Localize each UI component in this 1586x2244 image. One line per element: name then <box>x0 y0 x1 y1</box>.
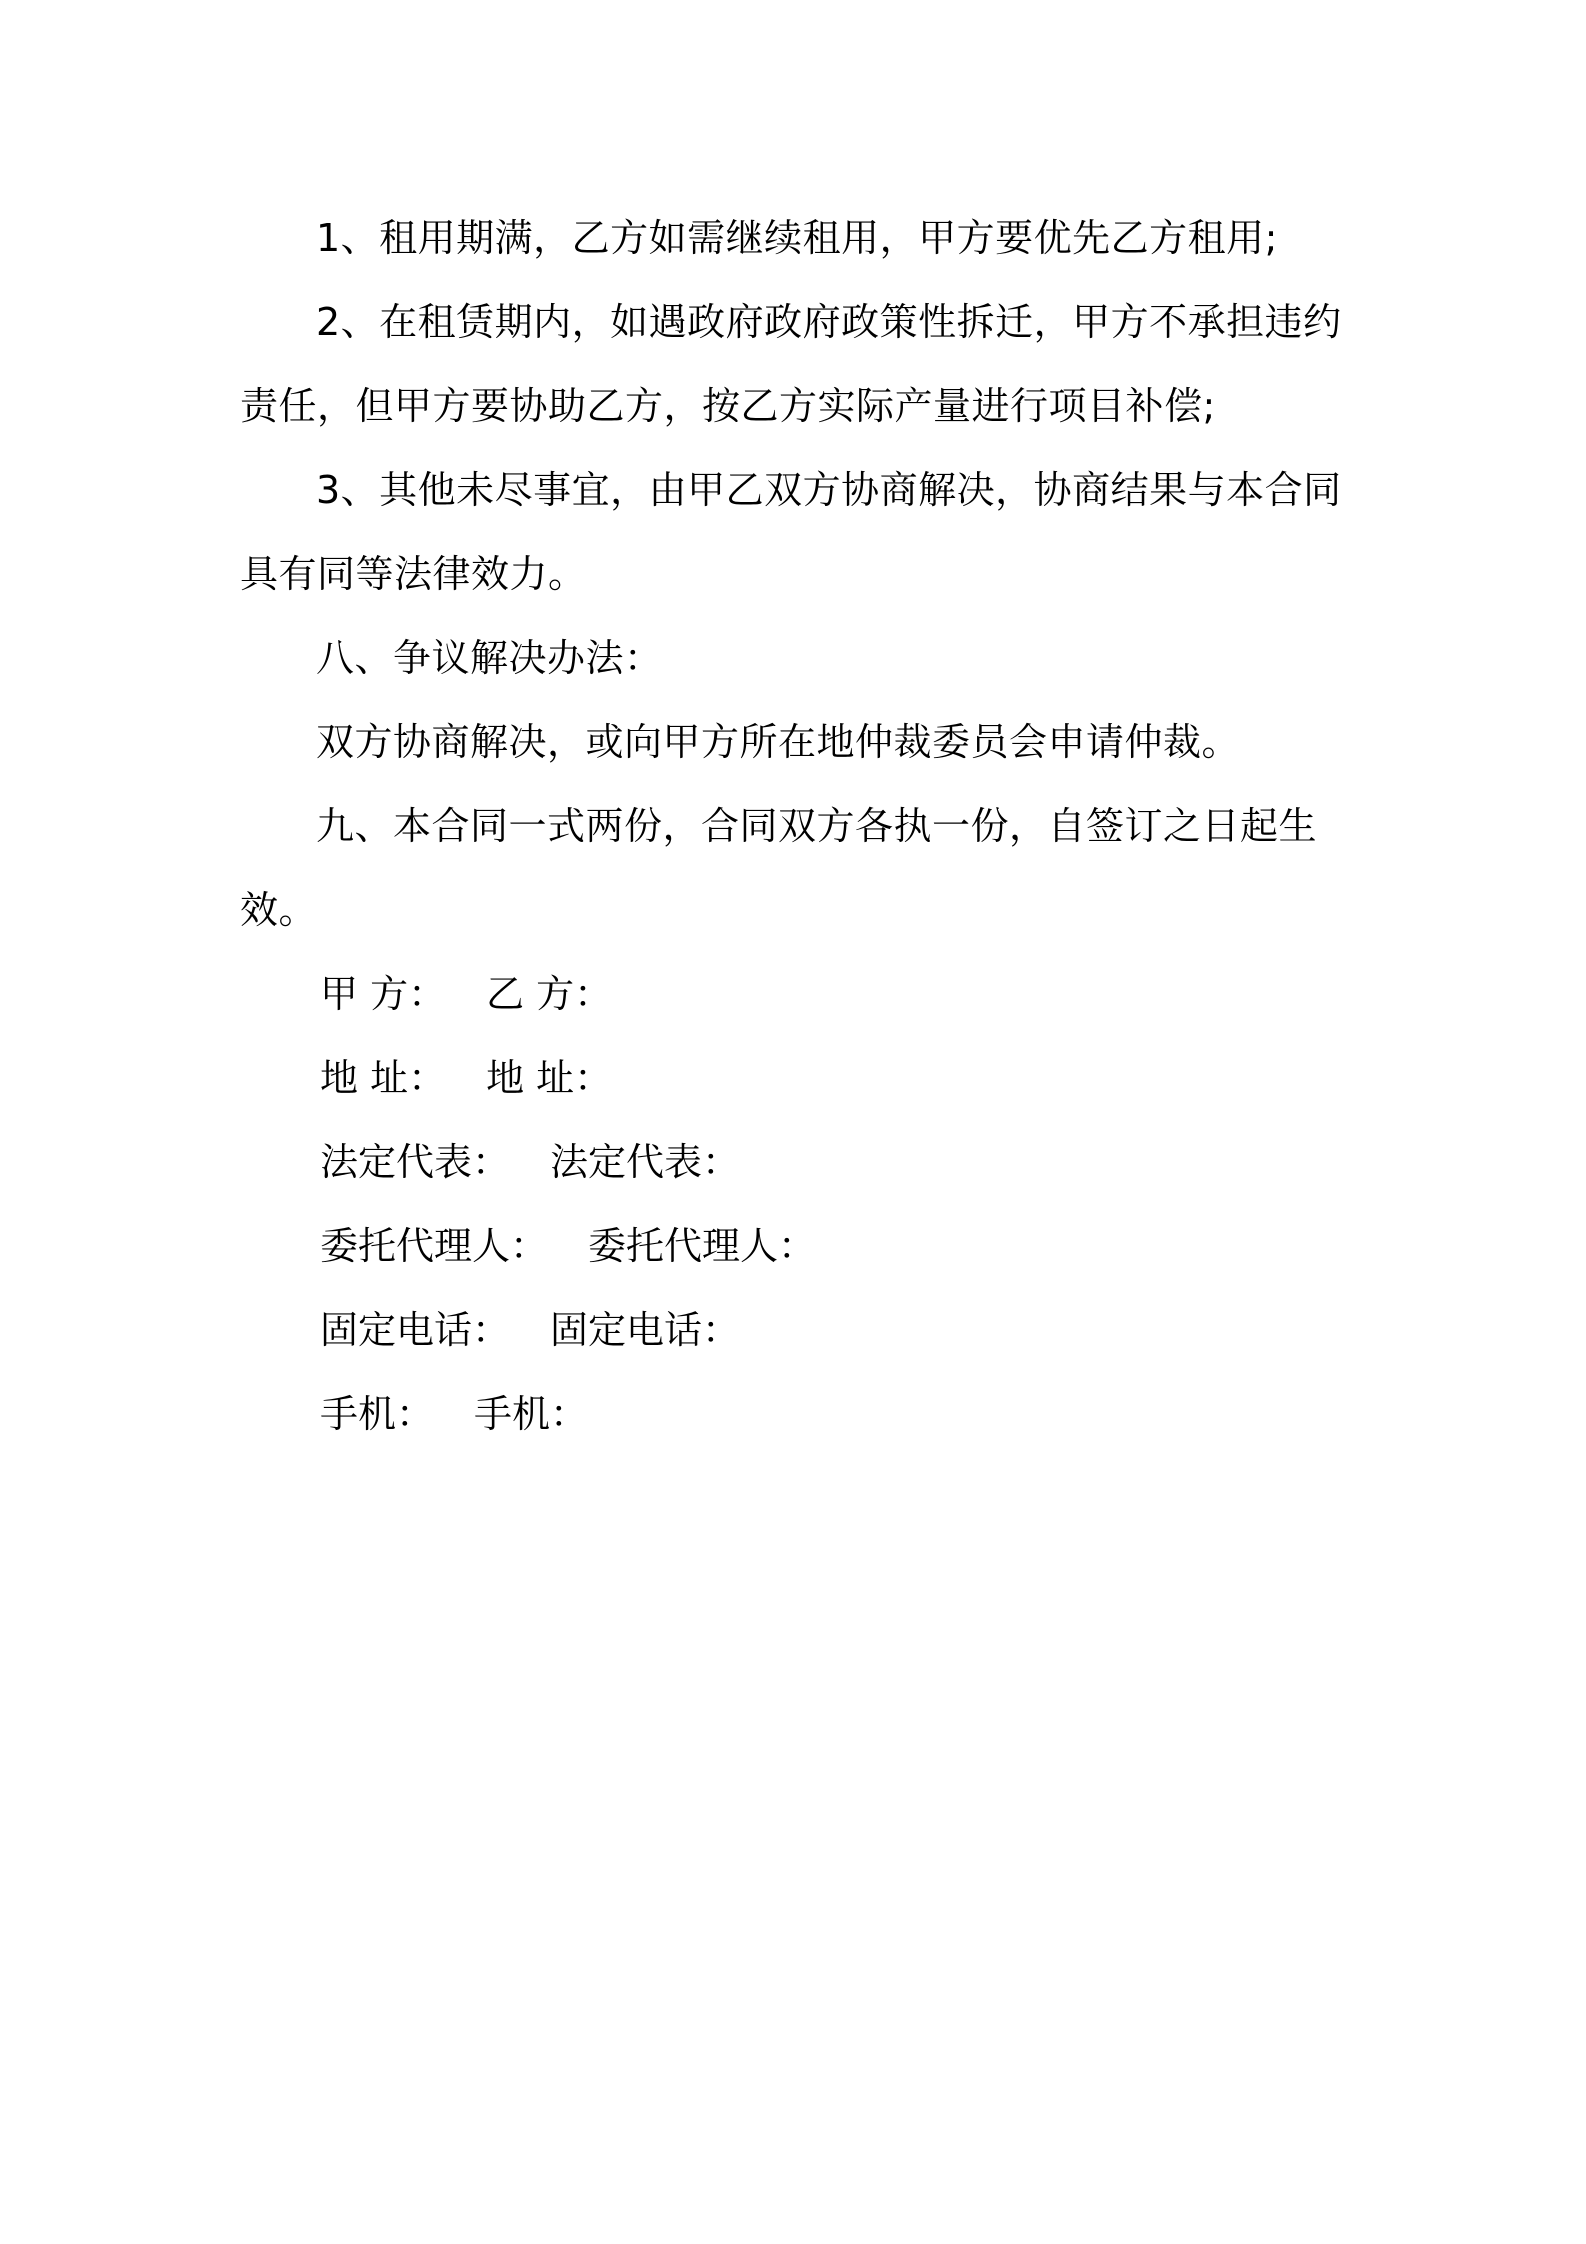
section-heading-dispute: 八、争议解决办法： <box>316 636 663 680</box>
party-a-agent-label: 委托代理人： <box>320 1224 549 1268</box>
clause-3: 3、其他未尽事宜，由甲乙双方协商解决，协商结果与本合同具有同等法律效力。 <box>240 468 1342 596</box>
party-b-agent-label: 委托代理人： <box>588 1224 817 1268</box>
clause-2: 2、在租赁期内，如遇政府政府政策性拆迁，甲方不承担违约责任，但甲方要协助乙方，按乙方实际产量进行项目补偿; <box>240 300 1342 428</box>
party-b-label: 乙 方： <box>486 972 613 1016</box>
party-a-mobile-label: 手机： <box>320 1392 435 1436</box>
clause-1: 1、租用期满，乙方如需继续租用，甲方要优先乙方租用; <box>316 216 1278 260</box>
signature-row-address <box>240 1036 1355 1120</box>
party-a-phone-label: 固定电话： <box>320 1308 511 1352</box>
dispute-resolution-text: 双方协商解决，或向甲方所在地仲裁委员会申请仲裁。 <box>316 720 1241 764</box>
party-a-legal-rep-label: 法定代表： <box>320 1140 511 1184</box>
party-b-phone-label: 固定电话： <box>550 1308 741 1352</box>
party-b-mobile-label: 手机： <box>474 1392 589 1436</box>
party-b-address-label: 地 址： <box>486 1056 613 1100</box>
party-b-legal-rep-label: 法定代表： <box>550 1140 741 1184</box>
signature-row-legal-rep <box>240 1120 1355 1204</box>
signature-row-mobile <box>240 1372 1355 1456</box>
party-a-address-label: 地 址： <box>320 1056 447 1100</box>
party-a-label: 甲 方： <box>320 972 447 1016</box>
signature-row-party <box>240 952 1355 1036</box>
section-copies: 九、本合同一式两份，合同双方各执一份，自签订之日起生效。 <box>240 804 1318 932</box>
document-body <box>240 196 1355 1456</box>
signature-row-phone <box>240 1288 1355 1372</box>
signature-row-agent <box>240 1204 1355 1288</box>
